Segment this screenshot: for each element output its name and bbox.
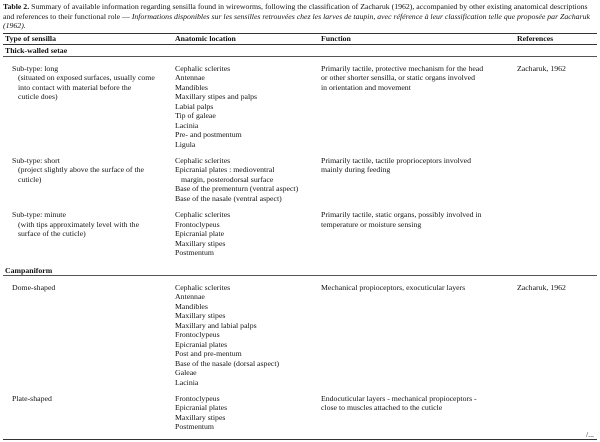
location-item: Maxillary stipes <box>175 412 226 422</box>
location-item: Mandibles <box>175 301 208 311</box>
location-item: Lacinia <box>175 120 199 130</box>
location-item: Antennae <box>175 73 205 83</box>
table-row <box>3 283 597 387</box>
cell-line: cuticle does) <box>18 92 58 102</box>
header-references: References <box>515 34 597 45</box>
cell-line: (project slightly above the surface of the <box>18 165 145 175</box>
table-row <box>3 210 597 257</box>
location-item: Post and pre-mentum <box>175 349 242 359</box>
caption-label: Table 2. <box>3 2 30 11</box>
location-item: Lacinia <box>175 377 199 387</box>
location-item: Frontoclypeus <box>175 393 220 403</box>
reference <box>515 210 597 257</box>
reference: Zacharuk, 1962 <box>517 63 566 73</box>
reference <box>515 156 597 203</box>
caption-text: Summary of available information regarding sensilla found in wireworms, following the classification of Zacharuk (1962), accompanied by other existing anatomical descriptions and references to their functional role — <box>3 2 588 21</box>
table-body <box>3 45 597 439</box>
reference <box>515 394 597 432</box>
location-item: Postmentum <box>175 248 214 258</box>
cell-line: mainly during feeding <box>321 165 391 175</box>
location-item: margin, posterodorsal surface <box>181 174 274 184</box>
group-row <box>3 265 597 276</box>
location-item: Base of the nasale (dorsal aspect) <box>175 358 280 368</box>
location-item: Cephalic sclerites <box>175 282 231 292</box>
cell-line: Endocuticular layers - mechanical propioceptors - <box>321 393 477 403</box>
location-item: Antennae <box>175 292 205 302</box>
location-item: Tip of galeae <box>175 111 216 121</box>
function-description <box>319 156 515 203</box>
location-item: Epicranial plates <box>175 339 228 349</box>
cell-line: Primarily tactile, protective mechanism for the head <box>321 63 484 73</box>
cell-line: or other shorter sensilla, or static organs involved <box>321 73 476 83</box>
sensilla-subtype <box>3 210 173 257</box>
caption-french: Informations disponibles sur les sensilles retrouvées chez les larves de taupin, avec référence à leur classification telle que proposée par Zacharuk (1962). <box>3 11 590 31</box>
location-item: Base of the nasale (ventral aspect) <box>175 193 282 203</box>
location-item: Maxillary stipes <box>175 311 226 321</box>
location-item: Frontoclypeus <box>175 219 220 229</box>
cell-line: close to muscles attached to the cuticle <box>321 403 443 413</box>
anatomic-location <box>173 156 319 203</box>
location-item: Base of the prementurn (ventral aspect) <box>175 184 299 194</box>
sensilla-subtype <box>3 156 173 203</box>
anatomic-location <box>173 283 319 387</box>
group-title: Thick-walled setae <box>3 45 597 56</box>
location-item: Mandibles <box>175 82 208 92</box>
location-item: Postmentum <box>175 422 214 432</box>
anatomic-location <box>173 394 319 432</box>
table-header-row <box>3 34 597 45</box>
header-location: Anatomic location <box>173 34 319 45</box>
function-description <box>319 283 515 387</box>
location-item: Ligula <box>175 139 196 149</box>
anatomic-location <box>173 64 319 149</box>
location-item: Epicranial plates <box>175 403 228 413</box>
cell-line: Mechanical propioceptors, exocuticular layers <box>321 282 466 292</box>
cell-line: cuticle) <box>18 174 42 184</box>
cell-line: in orientation and movement <box>321 82 411 92</box>
header-type: Type of sensilla <box>3 34 173 45</box>
location-item: Maxillary stipes <box>175 238 226 248</box>
group-title: Campaniform <box>3 265 597 276</box>
sensilla-subtype <box>3 283 173 387</box>
sensilla-subtype <box>3 64 173 149</box>
cell-line: temperature or moisture sensing <box>321 219 422 229</box>
anatomic-location <box>173 210 319 257</box>
cell-line: Primarily tactile, static organs, possibly involved in <box>321 210 482 220</box>
table-caption <box>3 2 595 31</box>
cell-line: into contact with material before the <box>18 82 132 92</box>
function-description <box>319 394 515 432</box>
cell-line: Sub-type: long <box>12 63 59 73</box>
table-row <box>3 156 597 203</box>
location-item: Pre- and postmentum <box>175 130 242 140</box>
cell-line: (with tips approximately level with the <box>18 219 140 229</box>
cell-line: surface of the cuticle) <box>18 229 86 239</box>
location-item: Maxillary stipes and palps <box>175 92 258 102</box>
location-item: Maxillary and labial palps <box>175 320 257 330</box>
location-item: Cephalic sclerites <box>175 63 231 73</box>
location-item: Cephalic sclerites <box>175 210 231 220</box>
cell-line: (situated on exposed surfaces, usually come <box>18 73 155 83</box>
continuation-mark: /... <box>585 430 594 439</box>
cell-line: Sub-type: short <box>12 155 60 165</box>
table-row <box>3 64 597 149</box>
header-function: Function <box>319 34 515 45</box>
location-item: Epicranial plate <box>175 229 225 239</box>
table-row <box>3 394 597 432</box>
reference: Zacharuk, 1962 <box>517 282 566 292</box>
cell-line: Sub-type: minute <box>12 210 66 220</box>
location-item: Epicranial plates : medioventral <box>175 165 275 175</box>
cell-line: Dome-shaped <box>12 282 56 292</box>
location-item: Cephalic sclerites <box>175 155 231 165</box>
location-item: Labial palps <box>175 101 214 111</box>
sensilla-subtype <box>3 394 173 432</box>
function-description <box>319 210 515 257</box>
sensilla-table <box>3 33 597 440</box>
location-item: Frontoclypeus <box>175 330 220 340</box>
group-row <box>3 45 597 56</box>
location-item: Galeae <box>175 368 197 378</box>
cell-line: Plate-shaped <box>12 393 52 403</box>
cell-line: Primarily tactile, tactile proprioceptors involved <box>321 155 472 165</box>
function-description <box>319 64 515 149</box>
